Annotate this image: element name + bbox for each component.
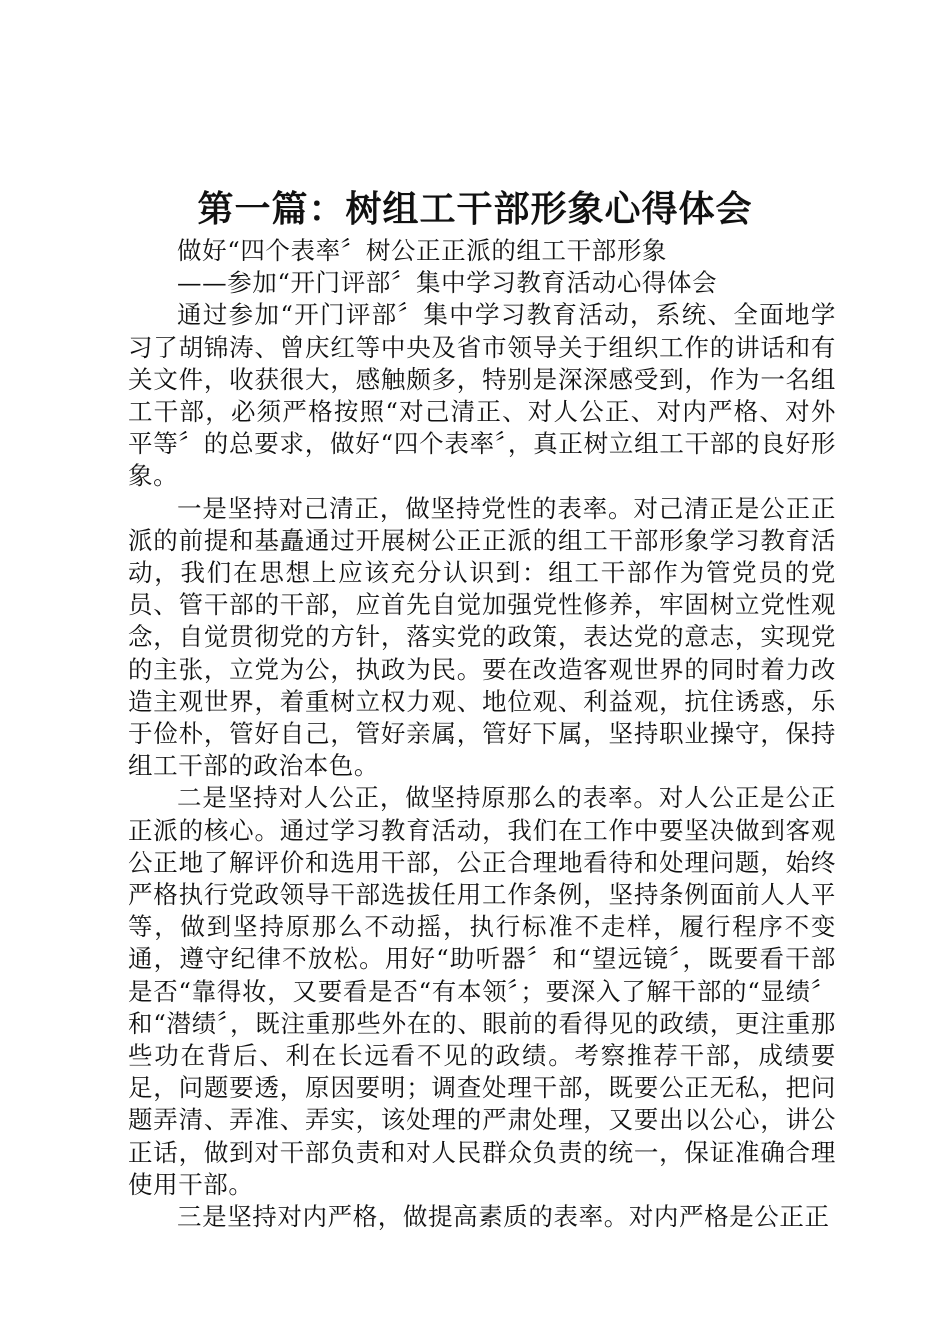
- document-subtitle: 做好“四个表率〞树公正正派的组工干部形象: [177, 236, 668, 265]
- paragraph-intro: 通过参加“开门评部〞集中学习教育活动，系统、全面地学习了胡锦涛、曾庆红等中央及省市领导关于组织工作的讲话和有关文件，收获很大，感触颇多，特别是深深感受到，作为一名组工干部，必须严格按照“对己清正、对人公正、对内严格、对外平等〞的总要求，做好“四个表率〞，真正树立组工干部的良好形象。: [128, 300, 836, 491]
- paragraph-point-one: 一是坚持对己清正，做坚持党性的表率。对己清正是公正正派的前提和基矗通过开展树公正正派的组工干部形象学习教育活动，我们在思想上应该充分认识到：组工干部作为管党员的党员、管干部的干部，应首先自觉加强党性修养，牢固树立党性观念，自觉贯彻党的方针，落实党的政策，表达党的意志，实现党的主张，立党为公，执政为民。要在改造客观世界的同时着力改造主观世界，着重树立权力观、地位观、利益观，抗住诱惑，乐于俭朴，管好自己，管好亲属，管好下属，坚持职业操守，保持组工干部的政治本色。: [128, 493, 836, 781]
- document-title: 第一篇：树组工干部形象心得体会: [197, 189, 753, 230]
- document-subheading: ——参加“开门评部〞集中学习教育活动心得体会: [177, 268, 718, 298]
- paragraph-point-three: 三是坚持对内严格，做提高素质的表率。对内严格是公正正: [177, 1202, 830, 1232]
- document-body: [128, 235, 836, 1233]
- paragraph-point-two: 二是坚持对人公正，做坚持原那么的表率。对人公正是公正正派的核心。通过学习教育活动，我们在工作中要坚决做到客观公正地了解评价和选用干部，公正合理地看待和处理问题，始终严格执行党政领导干部选拔任用工作条例，坚持条例面前人人平等，做到坚持原那么不动摇，执行标准不走样，履行程序不变通，遵守纪律不放松。用好“助听器〞和“望远镜〞，既要看干部是否“靠得妆，又要看是否“有本领〞；要深入了解干部的“显绩〞和“潜绩〞，既注重那些外在的、眼前的看得见的政绩，更注重那些功在背后、利在长远看不见的政绩。考察推荐干部，成绩要足，问题要透，原因要明；调查处理干部，既要公正无私，把问题弄清、弄准、弄实，该处理的严肃处理，又要出以公心，讲公正话，做到对干部负责和对人民群众负责的统一，保证准确合理使用干部。: [128, 783, 836, 1199]
